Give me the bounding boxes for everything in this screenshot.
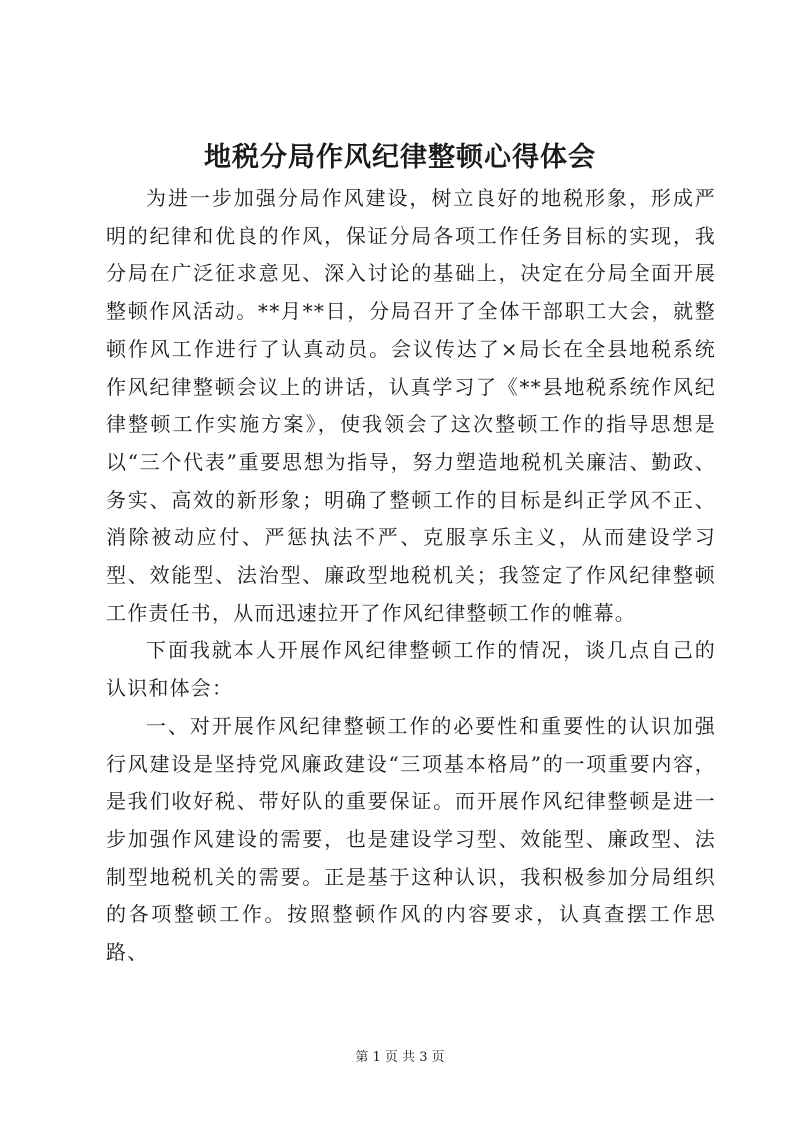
document-title: 地税分局作风纪律整顿心得体会 — [204, 142, 596, 173]
paragraph-section-one: 一、对开展作风纪律整顿工作的必要性和重要性的认识加强行风建设是坚持党风廉政建设“三项基本格局”的一项重要内容，是我们收好税、带好队的重要保证。而开展作风纪律整顿是进一步加强作风建设的需要，也是建设学习型、效能型、廉政型、法制型地税机关的需要。正是基于这种认识，我积极参加分局组织的各项整顿工作。按照整顿作风的内容要求，认真查摆工作思路、 — [106, 713, 716, 965]
paragraph-intro: 为进一步加强分局作风建设，树立良好的地税形象，形成严明的纪律和优良的作风，保证分局各项工作任务目标的实现，我分局在广泛征求意见、深入讨论的基础上，决定在分局全面开展整顿作风活动。**月**日，分局召开了全体干部职工大会，就整顿作风工作进行了认真动员。会议传达了×局长在全县地税系统作风纪律整顿会议上的讲话，认真学习了《**县地税系统作风纪律整顿工作实施方案》，使我领会了这次整顿工作的指导思想是以“三个代表”重要思想为指导，努力塑造地税机关廉洁、勤政、务实、高效的新形象；明确了整顿工作的目标是纠正学风不正、消除被动应付、严惩执法不严、克服享乐主义，从而建设学习型、效能型、法治型、廉政型地税机关；我签定了作风纪律整顿工作责任书，从而迅速拉开了作风纪律整顿工作的帷幕。 — [106, 186, 716, 625]
document-body — [106, 180, 716, 972]
page-number-label: 第 1 页 共 3 页 — [355, 1050, 445, 1065]
page-footer — [0, 1049, 800, 1067]
paragraph-lead-in: 下面我就本人开展作风纪律整顿工作的情况，谈几点自己的认识和体会： — [106, 638, 716, 701]
